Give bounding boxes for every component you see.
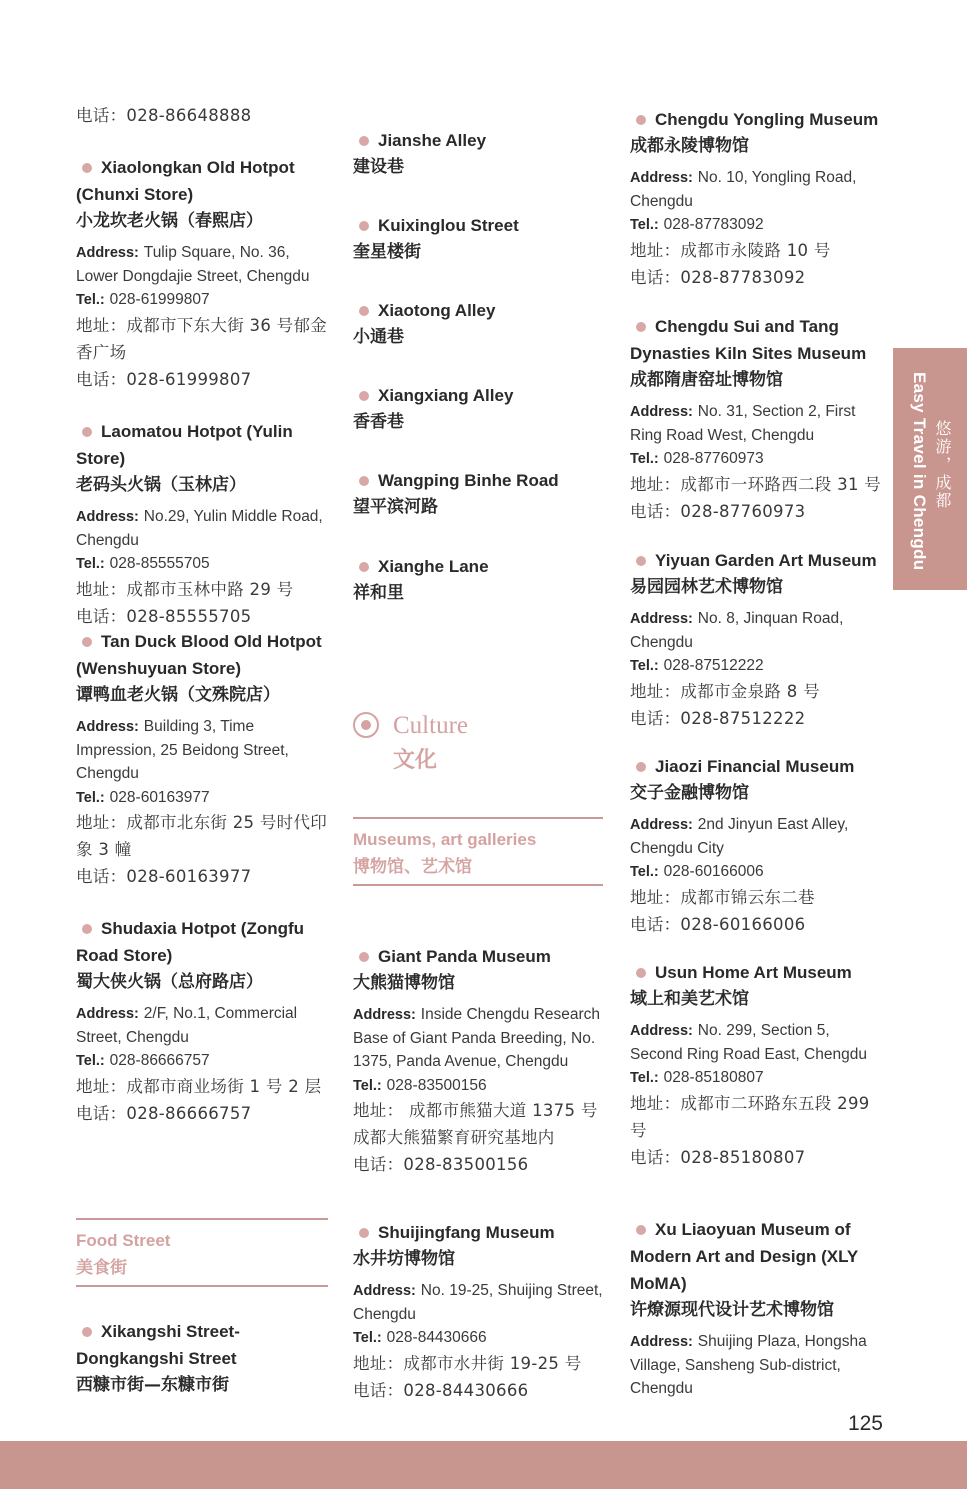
entry-title-zh: 大熊猫博物馆: [353, 973, 455, 993]
alley-item: [353, 382, 603, 436]
entry-xly-moma: [630, 1216, 882, 1401]
entry-title-zh: 建设巷: [353, 157, 404, 177]
address-label: Address:: [630, 1023, 693, 1039]
target-circle-icon: [353, 712, 379, 738]
tel-value: 028-84430666: [386, 1329, 487, 1346]
entry-title-zh: 域上和美艺术馆: [630, 989, 749, 1009]
address-value: No. 8, Jinquan Road, Chengdu: [630, 610, 844, 651]
tel-value: 028-60166006: [663, 863, 764, 880]
tel-cn: 电话：028-83500156: [353, 1155, 529, 1174]
address-label: Address:: [630, 1334, 693, 1350]
bullet-dot: [359, 136, 369, 146]
tel-cn: 电话：028-61999807: [76, 369, 252, 389]
bullet-dot: [359, 391, 369, 401]
address-cn: 地址：成都市一环路西二段 31 号: [630, 474, 882, 494]
address-cn: 地址： 成都市熊猫大道 1375 号成都大熊猫繁育研究基地内: [353, 1101, 598, 1147]
entry-title: Xianghe Lane: [378, 557, 489, 576]
entry-title: Shudaxia Hotpot (Zongfu Road Store): [76, 919, 305, 965]
entry-laomatou: [76, 418, 328, 630]
entry-xiaolongkan: [76, 154, 328, 393]
tel-label: Tel.:: [353, 1330, 382, 1346]
address-cn: 地址：成都市北东街 25 号时代印象 3 幢: [76, 813, 328, 859]
alley-item: [353, 212, 603, 266]
tel-label: Tel.:: [630, 864, 659, 880]
tel-cn: 电话：028-86666757: [76, 1103, 252, 1123]
entry-title: Xiangxiang Alley: [378, 386, 514, 405]
side-tab-title: Easy Travel in Chengdu: [910, 372, 929, 571]
tel-value: 028-61999807: [109, 291, 210, 308]
tel-label: Tel.:: [353, 1077, 382, 1094]
address-label: Address:: [353, 1283, 416, 1299]
tel-value: 028-87512222: [663, 657, 764, 674]
tel-label: Tel.:: [76, 556, 105, 572]
bullet-dot: [359, 221, 369, 231]
address-cn: 地址：成都市玉林中路 29 号: [76, 579, 294, 599]
entry-title-zh: 交子金融博物馆: [630, 783, 749, 803]
tel-label: Tel.:: [630, 451, 659, 467]
bullet-dot: [636, 762, 646, 772]
tel-label: Tel.:: [630, 217, 659, 233]
tel-value: 028-86666757: [109, 1052, 210, 1069]
entry-shudaxia: [76, 915, 328, 1127]
tel-value: 028-60163977: [109, 788, 210, 806]
address-value: No. 299, Section 5, Second Ring Road East, Chengdu: [630, 1022, 867, 1063]
bullet-dot: [359, 562, 369, 572]
address-value: Inside Chengdu Research Base of Giant Panda Breeding, No. 1375, Panda Avenue, Chengdu: [353, 1006, 601, 1070]
bullet-dot: [636, 115, 646, 125]
bullet-dot: [359, 1228, 369, 1238]
entry-title-zh: 西糠市街—东糠市街: [76, 1375, 229, 1395]
entry-title-zh: 水井坊博物馆: [353, 1249, 455, 1269]
tel-cn: 电话：028-60163977: [76, 867, 252, 886]
tel-label: Tel.:: [76, 292, 105, 308]
entry-usun-home-museum: [630, 959, 882, 1171]
tel-label: Tel.:: [76, 1053, 105, 1069]
entry-title-zh: 小通巷: [353, 327, 404, 347]
address-value: Building 3, Time Impression, 25 Beidong Street, Chengdu: [76, 718, 289, 782]
tel-value: 028-87783092: [663, 216, 764, 233]
entry-xikangshi: [76, 1318, 328, 1399]
tel-value: 028-85555705: [109, 555, 210, 572]
entry-title-zh: 祥和里: [353, 583, 404, 603]
bullet-dot: [636, 556, 646, 566]
bullet-dot: [636, 968, 646, 978]
entry-title: Jiaozi Financial Museum: [655, 757, 855, 776]
tel-cn: 电话：028-87760973: [630, 501, 806, 521]
address-cn: 地址：成都市永陵路 10 号: [630, 240, 831, 260]
entry-title: Laomatou Hotpot (Yulin Store): [76, 422, 293, 468]
entry-title: Kuixinglou Street: [378, 216, 519, 235]
culture-title-zh: 文化: [393, 748, 438, 773]
address-label: Address:: [630, 170, 693, 186]
bullet-dot: [359, 306, 369, 316]
entry-title: Xu Liaoyuan Museum of Modern Art and Design (XLY MoMA): [630, 1220, 858, 1293]
tel-cn: 电话：028-87512222: [630, 708, 806, 728]
bullet-dot: [82, 163, 92, 173]
section-title: Food Street: [76, 1231, 171, 1250]
entry-title: Giant Panda Museum: [378, 947, 551, 966]
tel-value: 028-83500156: [386, 1076, 487, 1094]
section-food-street: [76, 1218, 328, 1287]
top-phone: 电话：028-86648888: [76, 106, 252, 125]
bullet-dot: [636, 322, 646, 332]
entry-title-zh: 蜀大侠火锅（总府路店）: [76, 972, 263, 992]
address-cn: 地址：成都市水井街 19-25 号: [353, 1353, 582, 1373]
footer-band: [0, 1441, 967, 1489]
bullet-dot: [359, 952, 369, 962]
address-label: Address:: [630, 817, 693, 833]
entry-title-zh: 成都永陵博物馆: [630, 136, 749, 156]
address-label: Address:: [76, 1006, 139, 1022]
address-cn: 地址：成都市下东大街 36 号郁金香广场: [76, 315, 328, 362]
bullet-dot: [82, 924, 92, 934]
alley-item: [353, 127, 603, 181]
entry-title: Chengdu Yongling Museum: [655, 110, 879, 129]
address-value: No. 19-25, Shuijing Street, Chengdu: [353, 1282, 603, 1323]
entry-title-zh: 香香巷: [353, 412, 404, 432]
side-tab-title-zh: 悠游，成都: [933, 420, 952, 510]
bullet-dot: [82, 1327, 92, 1337]
bullet-dot: [636, 1225, 646, 1235]
entry-title: Wangping Binhe Road: [378, 471, 559, 490]
address-label: Address:: [630, 611, 693, 627]
section-museums: [353, 817, 603, 886]
address-value: 2/F, No.1, Commercial Street, Chengdu: [76, 1005, 298, 1046]
entry-jiaozi-museum: [630, 753, 882, 938]
culture-title: Culture: [393, 712, 468, 739]
entry-shuijingfang-museum: [353, 1219, 603, 1404]
entry-yiyuan-garden-museum: [630, 547, 882, 732]
tel-label: Tel.:: [630, 1070, 659, 1086]
entry-title-zh: 老码头火锅（玉林店）: [76, 475, 246, 495]
alley-item: [353, 553, 603, 607]
entry-title-zh: 成都隋唐窑址博物馆: [630, 370, 783, 390]
entry-yongling-museum: [630, 106, 882, 291]
alley-item: [353, 467, 603, 521]
address-label: Address:: [76, 719, 139, 735]
section-title: Museums, art galleries: [353, 830, 537, 849]
tel-cn: 电话：028-87783092: [630, 267, 806, 287]
tel-value: 028-87760973: [663, 450, 764, 467]
address-label: Address:: [353, 1007, 416, 1023]
bullet-dot: [359, 476, 369, 486]
entry-title-zh: 许燎源现代设计艺术博物馆: [630, 1300, 834, 1320]
address-label: Address:: [76, 509, 139, 525]
entry-title: Xikangshi Street-Dongkangshi Street: [76, 1322, 240, 1368]
address-cn: 地址：成都市锦云东二巷: [630, 887, 815, 907]
address-cn: 地址：成都市金泉路 8 号: [630, 681, 820, 701]
address-value: Tulip Square, No. 36, Lower Dongdajie Street, Chengdu: [76, 244, 310, 285]
entry-title: Xiaotong Alley: [378, 301, 496, 320]
entry-title: Xiaolongkan Old Hotpot (Chunxi Store): [76, 158, 295, 204]
address-value: No.29, Yulin Middle Road, Chengdu: [76, 508, 323, 549]
chapter-side-tab: [893, 348, 967, 590]
alley-item: [353, 297, 603, 351]
entry-title-zh: 奎星楼街: [353, 242, 421, 262]
tel-cn: 电话：028-60166006: [630, 914, 806, 934]
entry-tan-duck-blood: [76, 628, 328, 890]
entry-title: Jianshe Alley: [378, 131, 487, 150]
tel-value: 028-85180807: [663, 1069, 764, 1086]
address-label: Address:: [630, 404, 693, 420]
tel-cn: 电话：028-84430666: [353, 1380, 529, 1400]
tel-label: Tel.:: [76, 789, 105, 806]
entry-title: Usun Home Art Museum: [655, 963, 852, 982]
address-cn: 地址：成都市商业场街 1 号 2 层: [76, 1076, 322, 1096]
entry-title-zh: 谭鸭血老火锅（文殊院店）: [76, 685, 280, 705]
address-label: Address:: [76, 245, 139, 261]
section-title-zh: 博物馆、艺术馆: [353, 857, 472, 877]
entry-kiln-sites-museum: [630, 313, 882, 525]
entry-title-zh: 望平滨河路: [353, 497, 438, 517]
address-cn: 地址：成都市二环路东五段 299 号: [630, 1093, 870, 1140]
address-value: 2nd Jinyun East Alley, Chengdu City: [630, 816, 849, 857]
page-number: 125: [847, 1412, 883, 1435]
tel-label: Tel.:: [630, 658, 659, 674]
entry-title: Yiyuan Garden Art Museum: [655, 551, 877, 570]
entry-title-zh: 小龙坎老火锅（春熙店）: [76, 211, 263, 231]
address-value: Shuijing Plaza, Hongsha Village, Sansheng Sub-district, Chengdu: [630, 1333, 867, 1397]
tel-cn: 电话：028-85180807: [630, 1147, 806, 1167]
bullet-dot: [82, 427, 92, 437]
tel-cn: 电话：028-85555705: [76, 606, 252, 626]
entry-giant-panda-museum: [353, 943, 603, 1178]
bullet-dot: [82, 637, 92, 647]
address-value: No. 31, Section 2, First Ring Road West, Chengdu: [630, 403, 856, 444]
entry-title: Shuijingfang Museum: [378, 1223, 555, 1242]
entry-title: Chengdu Sui and Tang Dynasties Kiln Sites Museum: [630, 317, 867, 363]
address-value: No. 10, Yongling Road, Chengdu: [630, 169, 857, 210]
section-title-zh: 美食街: [76, 1258, 127, 1278]
entry-title-zh: 易园园林艺术博物馆: [630, 577, 783, 597]
entry-title: Tan Duck Blood Old Hotpot (Wenshuyuan Store): [76, 632, 322, 678]
